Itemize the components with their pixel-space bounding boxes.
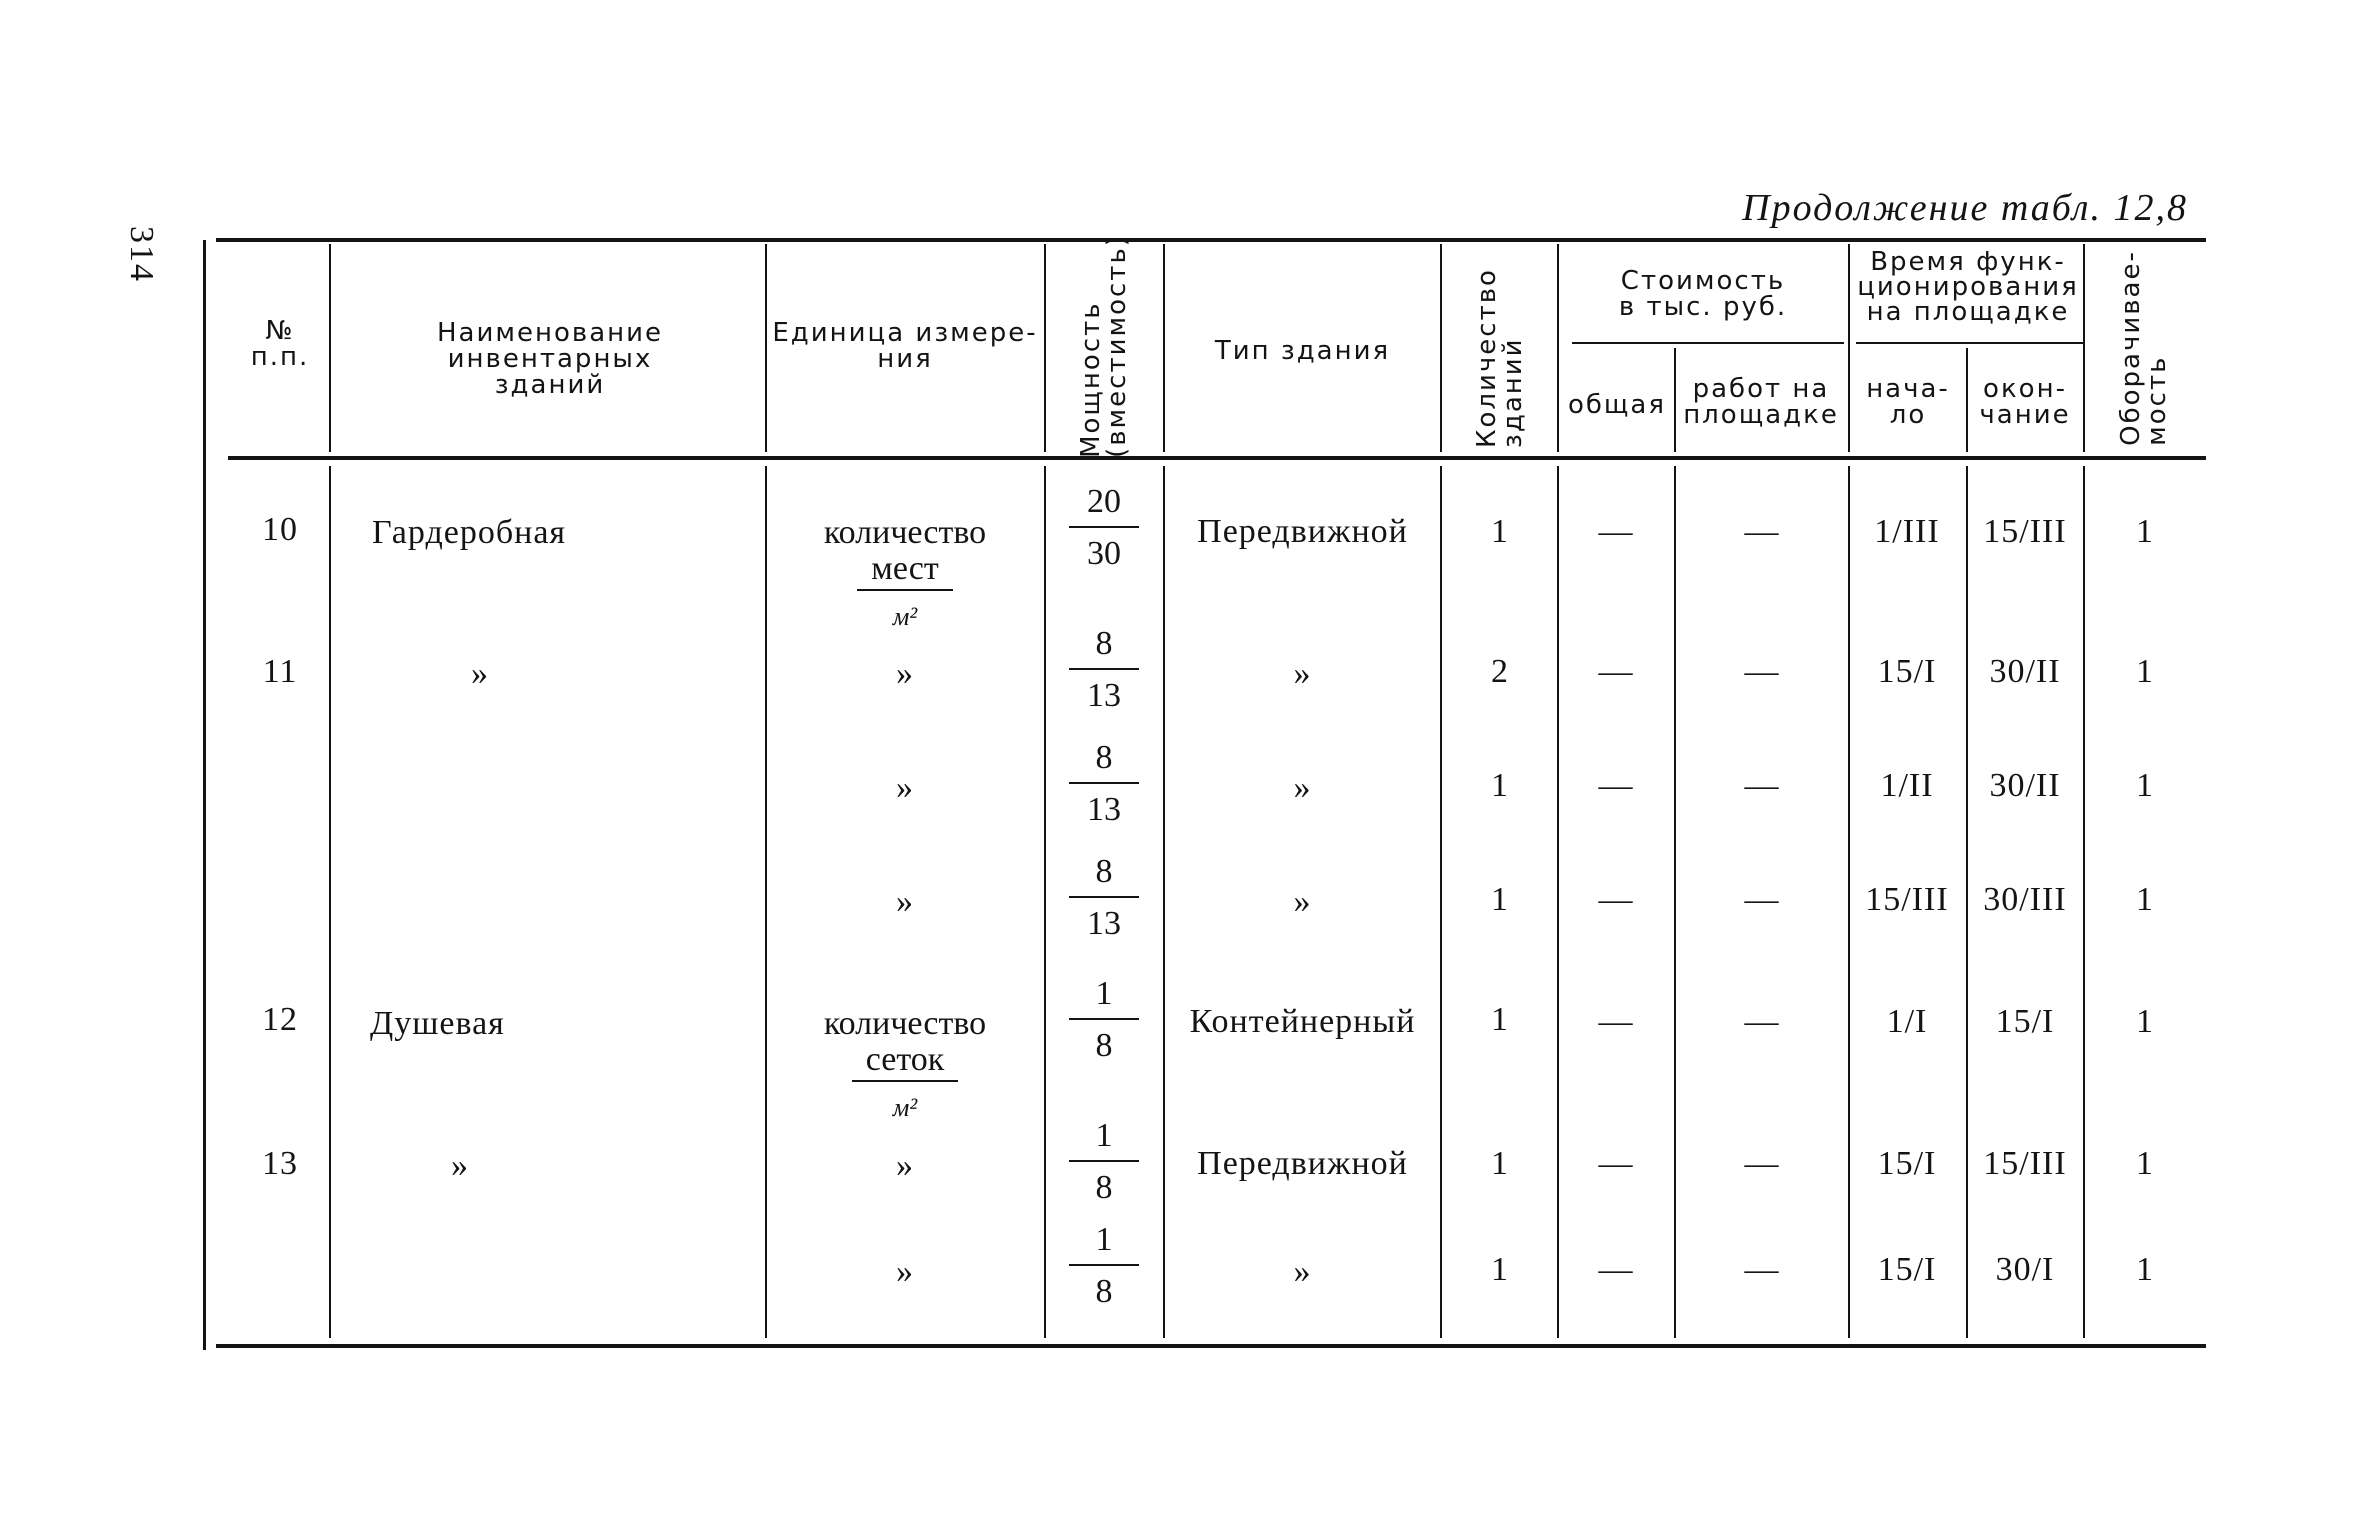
header-time: Время функ- ционирования на площадке	[1857, 247, 2079, 327]
col-divider	[1440, 244, 1442, 452]
cell-type: »	[1293, 883, 1312, 920]
col-divider	[1557, 244, 1559, 452]
capacity-numerator: 8	[1069, 626, 1139, 670]
cell-turnover: 1	[2136, 1003, 2154, 1040]
cell-cost-total: —	[1598, 1251, 1634, 1288]
col-divider	[1044, 466, 1046, 1338]
cell-unit	[805, 515, 1005, 635]
cell-capacity	[1069, 976, 1139, 1064]
table-header-rule	[228, 456, 2206, 460]
cell-no: 13	[262, 1145, 298, 1182]
cell-capacity	[1069, 626, 1139, 714]
header-cost: Стоимость в тыс. руб.	[1618, 266, 1788, 322]
cost-subheader-rule	[1572, 342, 1844, 344]
cell-cost-site: —	[1744, 767, 1780, 804]
capacity-numerator: 8	[1069, 854, 1139, 898]
cell-turnover: 1	[2136, 653, 2154, 690]
cell-turnover: 1	[2136, 513, 2154, 550]
capacity-denominator: 8	[1095, 1027, 1113, 1064]
capacity-numerator: 1	[1069, 976, 1139, 1020]
cell-cost-site: —	[1744, 1251, 1780, 1288]
header-name: Наименование инвентарных зданий	[436, 318, 664, 400]
col-divider	[1163, 244, 1165, 452]
table-bottom-rule	[216, 1344, 2206, 1348]
cell-name: »	[471, 655, 489, 692]
header-type: Тип здания	[1214, 336, 1391, 366]
cell-cost-site: —	[1744, 1145, 1780, 1182]
cell-turnover: 1	[2136, 1251, 2154, 1288]
cell-type: »	[1293, 769, 1312, 806]
cell-unit	[805, 1006, 1005, 1126]
cell-no: 12	[262, 1001, 298, 1038]
cell-cost-total: —	[1598, 767, 1634, 804]
cell-cost-site: —	[1744, 653, 1780, 690]
capacity-denominator: 13	[1087, 791, 1121, 828]
cell-cost-total: —	[1598, 881, 1634, 918]
col-divider	[765, 466, 767, 1338]
unit-line-1: количество	[823, 514, 987, 551]
cell-capacity	[1069, 484, 1139, 572]
cell-end: 30/I	[1995, 1251, 2055, 1288]
unit-line-3: м²	[892, 1093, 918, 1122]
cell-type: Передвижной	[1197, 513, 1408, 550]
cell-end: 30/II	[1989, 653, 2061, 690]
header-count: Количество зданий	[1472, 268, 1528, 448]
cell-type: Передвижной	[1197, 1145, 1408, 1182]
unit-line-3: м²	[892, 602, 918, 631]
capacity-denominator: 13	[1087, 677, 1121, 714]
capacity-numerator: 1	[1069, 1222, 1139, 1266]
cell-count: 1	[1491, 1001, 1509, 1038]
cell-type: »	[1293, 1253, 1312, 1290]
capacity-denominator: 30	[1087, 535, 1121, 572]
page-number: 314	[123, 226, 160, 283]
cell-turnover: 1	[2136, 881, 2154, 918]
cell-capacity	[1069, 1222, 1139, 1310]
cell-unit: »	[896, 769, 914, 806]
col-divider	[765, 244, 767, 452]
cell-unit: »	[896, 1253, 914, 1290]
cell-cost-site: —	[1744, 881, 1780, 918]
cell-capacity	[1069, 1118, 1139, 1206]
cell-cost-site: —	[1744, 1003, 1780, 1040]
col-divider	[1848, 244, 1850, 452]
capacity-denominator: 8	[1095, 1169, 1113, 1206]
cell-cost-site: —	[1744, 513, 1780, 550]
cell-count: 1	[1491, 767, 1509, 804]
cell-cost-total: —	[1598, 1145, 1634, 1182]
col-divider	[1163, 466, 1165, 1338]
cell-count: 1	[1491, 1145, 1509, 1182]
cell-name: Душевая	[370, 1005, 505, 1042]
header-unit: Единица измере- ния	[772, 318, 1038, 374]
cell-unit: »	[896, 883, 914, 920]
cell-name: »	[451, 1147, 469, 1184]
cell-start: 15/I	[1877, 1251, 1937, 1288]
capacity-denominator: 8	[1095, 1273, 1113, 1310]
table-top-rule	[216, 238, 2206, 242]
cell-count: 1	[1491, 513, 1509, 550]
cell-end: 15/III	[1983, 1145, 2067, 1182]
header-time-end: окон- чание	[1979, 374, 2071, 430]
cell-unit: »	[896, 655, 914, 692]
cell-count: 1	[1491, 881, 1509, 918]
header-cost-total: общая	[1567, 390, 1666, 420]
cell-start: 1/I	[1886, 1003, 1928, 1040]
header-cost-site: работ на площадке	[1683, 374, 1839, 430]
cell-type: »	[1293, 655, 1312, 692]
col-divider	[2083, 466, 2085, 1338]
cell-unit: »	[896, 1147, 914, 1184]
capacity-numerator: 20	[1069, 484, 1139, 528]
col-divider	[1044, 244, 1046, 452]
time-subheader-rule	[1856, 342, 2084, 344]
header-no: № п.п.	[250, 316, 310, 372]
header-turnover: Оборачивае- мость	[2116, 250, 2172, 446]
cell-capacity	[1069, 740, 1139, 828]
unit-line-2: сеток	[852, 1042, 959, 1082]
cell-count: 1	[1491, 1251, 1509, 1288]
cell-capacity	[1069, 854, 1139, 942]
col-divider	[1557, 466, 1559, 1338]
cell-start: 1/III	[1874, 513, 1940, 550]
cell-type: Контейнерный	[1189, 1003, 1416, 1040]
capacity-denominator: 13	[1087, 905, 1121, 942]
col-divider	[1674, 466, 1676, 1338]
cell-start: 15/I	[1877, 1145, 1937, 1182]
cell-no: 11	[262, 653, 298, 690]
cell-cost-total: —	[1598, 1003, 1634, 1040]
table-left-border	[203, 240, 206, 1350]
cell-end: 15/III	[1983, 513, 2067, 550]
capacity-numerator: 8	[1069, 740, 1139, 784]
cell-end: 15/I	[1995, 1003, 2055, 1040]
col-divider	[329, 466, 331, 1338]
unit-line-2: мест	[857, 551, 952, 591]
cell-end: 30/II	[1989, 767, 2061, 804]
header-time-start: нача- ло	[1866, 374, 1950, 430]
unit-line-1: количество	[823, 1005, 987, 1042]
cell-turnover: 1	[2136, 767, 2154, 804]
table-caption: Продолжение табл. 12,8	[1742, 187, 2188, 229]
cell-start: 15/I	[1877, 653, 1937, 690]
cell-cost-total: —	[1598, 653, 1634, 690]
cell-cost-total: —	[1598, 513, 1634, 550]
cell-end: 30/III	[1983, 881, 2067, 918]
cell-count: 2	[1491, 653, 1509, 690]
cell-start: 1/II	[1880, 767, 1934, 804]
cell-no: 10	[262, 511, 298, 548]
cell-name: Гардеробная	[372, 514, 567, 551]
cell-turnover: 1	[2136, 1145, 2154, 1182]
col-divider	[1440, 466, 1442, 1338]
header-capacity: Мощность (вместимость)	[1076, 234, 1132, 458]
cell-start: 15/III	[1865, 881, 1949, 918]
capacity-numerator: 1	[1069, 1118, 1139, 1162]
